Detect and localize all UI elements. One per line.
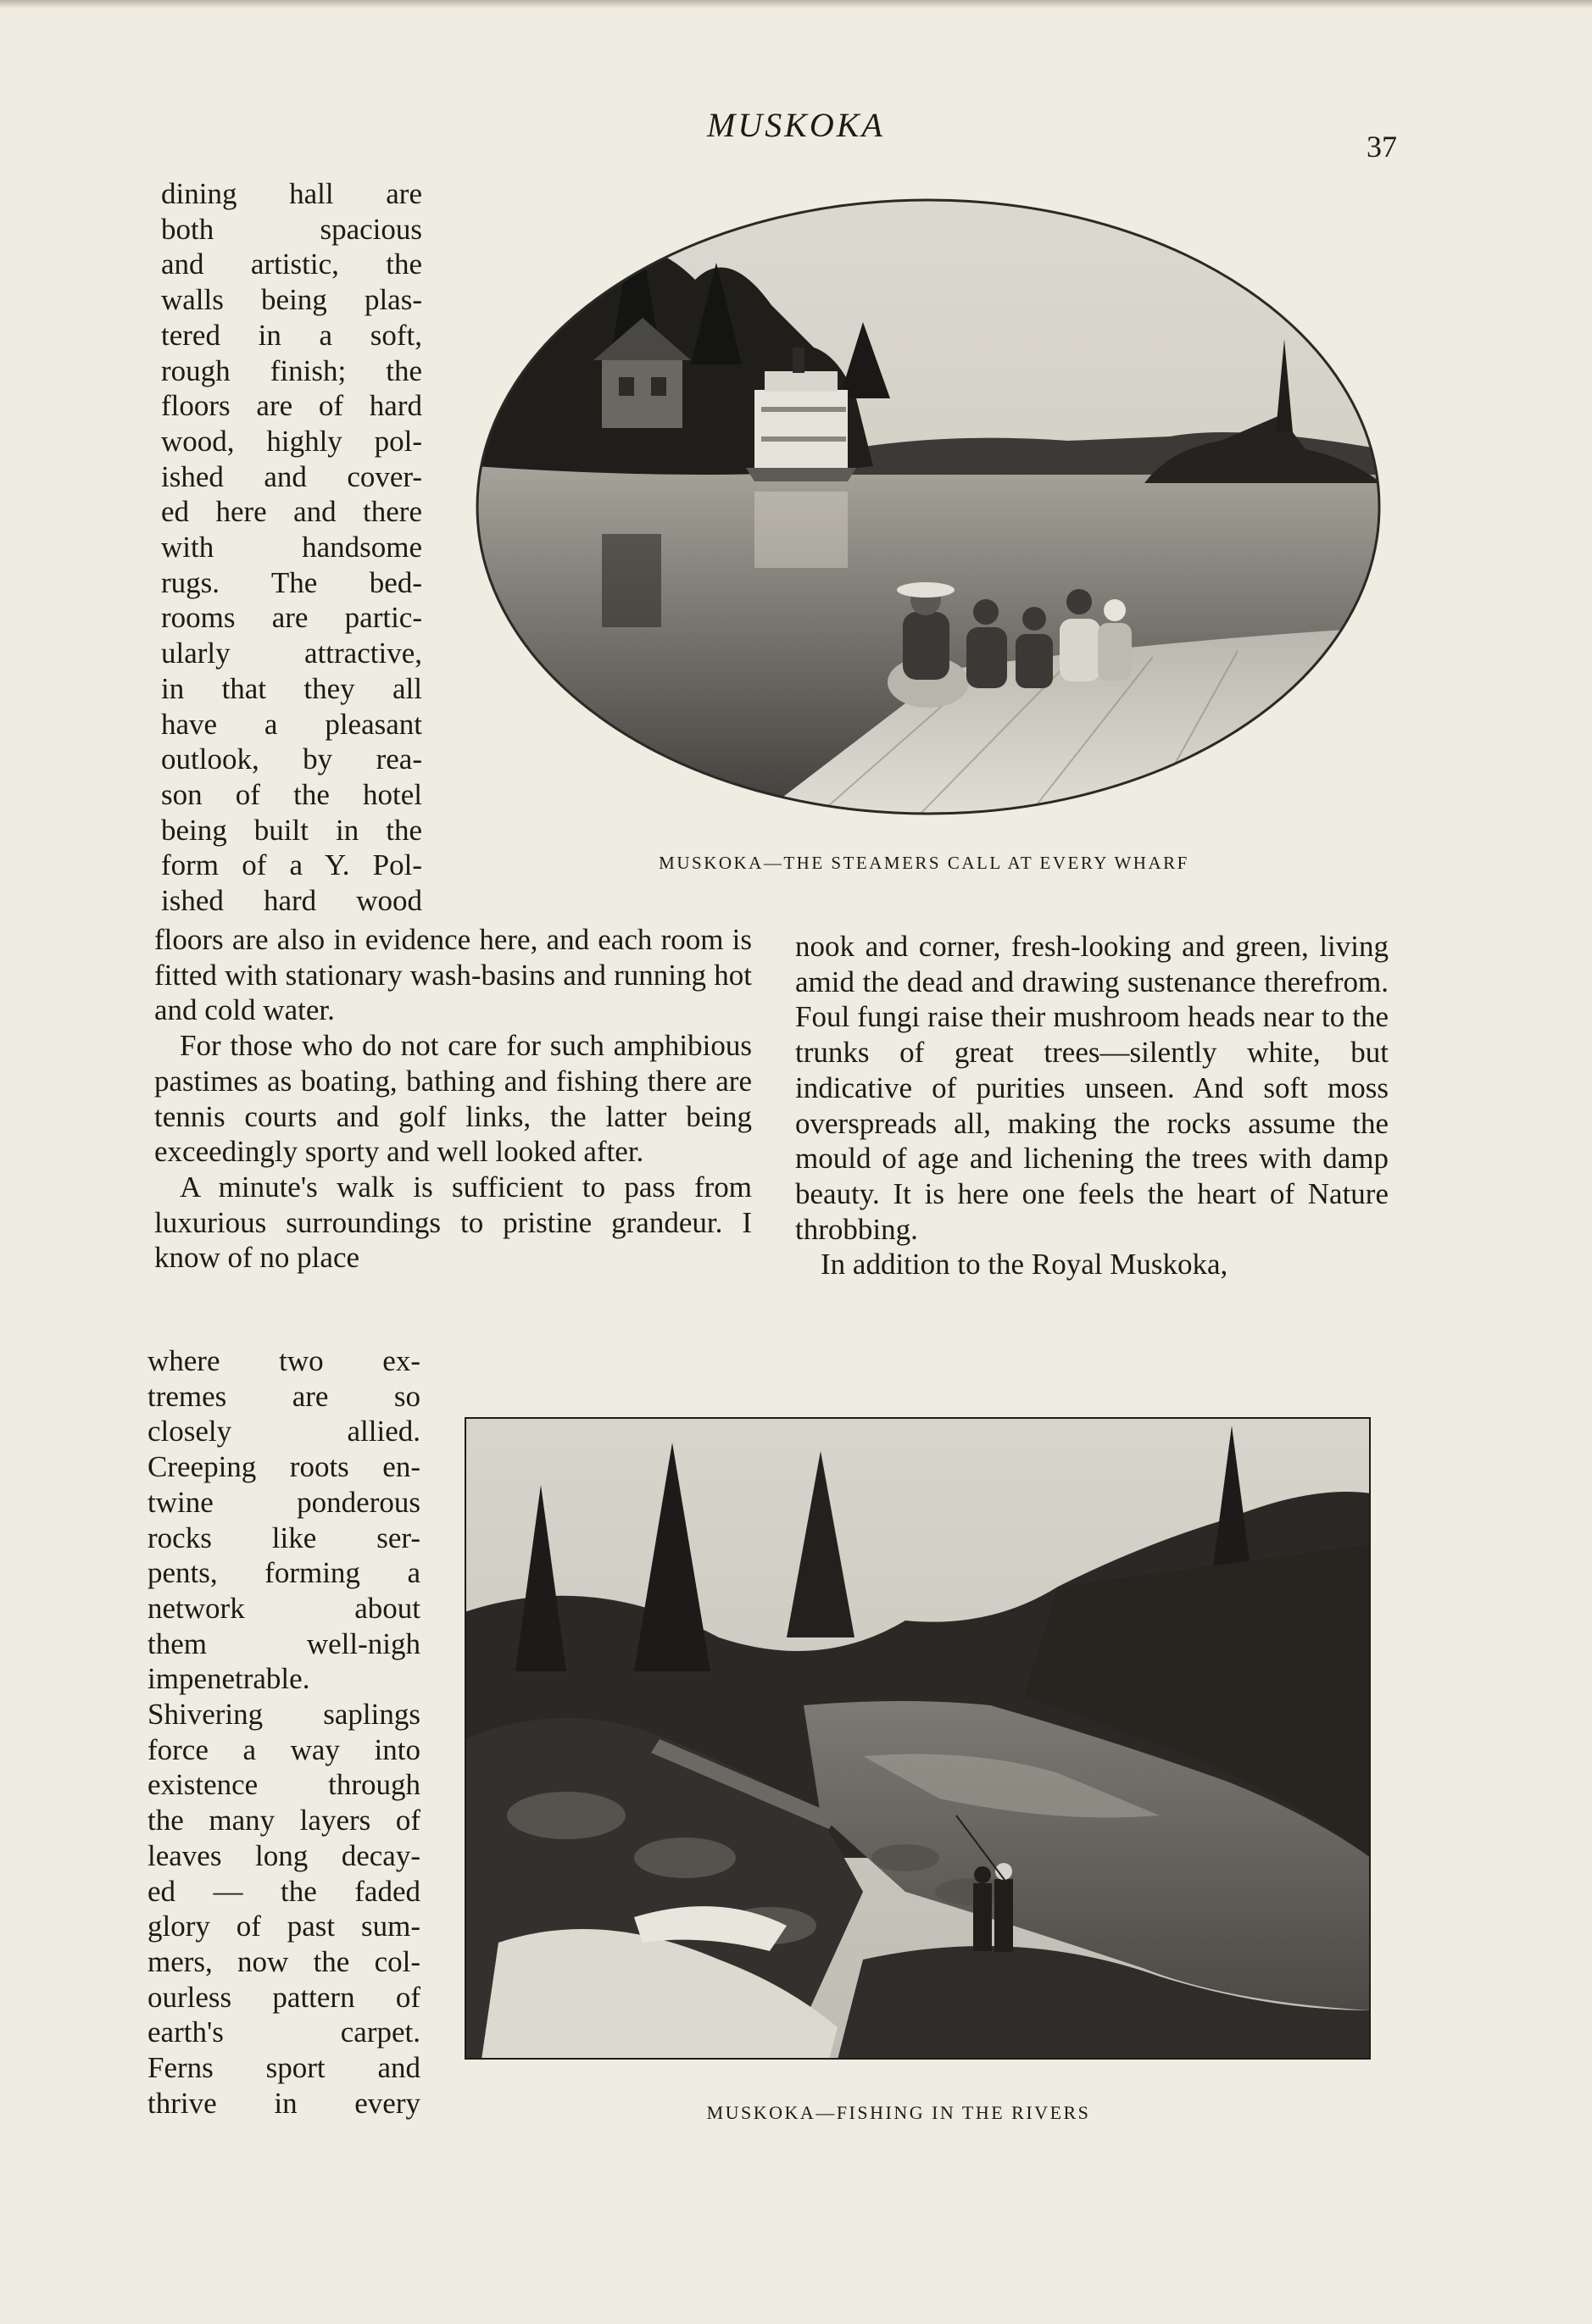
text-line: force a way into [148,1732,420,1766]
page-top-edge [0,0,1592,8]
text-line: closely allied. [148,1415,420,1448]
paragraph: In addition to the Royal Muskoka, [821,1248,1228,1282]
text-line: ished hard wood [161,884,422,918]
text-line: them well-nigh [148,1626,420,1660]
text-line: with handsome [161,531,422,564]
text-line: ed here and there [161,495,422,529]
text-line: son of the hotel [161,777,422,811]
text-line: ed — the faded [148,1874,420,1908]
page-number: 37 [1367,130,1397,164]
text-line: in that they all [161,671,422,705]
text-line: Ferns sport and [148,2051,420,2085]
text-line: the many layers of [148,1804,420,1838]
text-line: twine ponderous [148,1485,420,1519]
photo-steamers-at-wharf [475,195,1382,819]
text-line: impenetrable. [148,1662,310,1696]
column-right [795,929,1389,1282]
column-left-wide [154,922,752,1276]
text-line: rugs. The bed- [161,565,422,599]
text-line: Creeping roots en- [148,1450,420,1484]
text-line: ourless pattern of [148,1980,420,2014]
text-line: being built in the [161,813,422,847]
caption-steamers: MUSKOKA—THE STEAMERS CALL AT EVERY WHARF [659,853,1189,873]
running-head: MUSKOKA [707,106,885,144]
text-line: floors are of hard [161,389,422,423]
column-bottom-narrow [148,1343,420,2121]
text-line: both spacious [161,212,422,246]
paragraph: For those who do not care for such amphibious pastimes as boating, bathing and fishing there are tennis courts and golf links, the latter being exceedingly sporty and well looked after. [154,1029,752,1169]
text-line: wood, highly pol- [161,424,422,458]
text-line: outlook, by rea- [161,742,422,776]
text-line: ularly attractive, [161,637,422,670]
text-line: where two ex- [148,1344,420,1377]
column-top-narrow [161,176,422,919]
text-line: earth's carpet. [148,2015,420,2049]
text-line: ished and cover- [161,459,422,493]
text-line: existence through [148,1768,420,1802]
text-line: leaves long decay- [148,1838,420,1872]
text-line: pents, forming a [148,1556,420,1590]
text-line: rocks like ser- [148,1521,420,1554]
text-line: form of a Y. Pol- [161,848,422,882]
text-line: tered in a soft, [161,318,422,352]
text-line: dining hall are [161,177,422,210]
caption-fishing: MUSKOKA—FISHING IN THE RIVERS [706,2102,1091,2123]
text-line: and artistic, the [161,247,422,281]
text-line: Shivering saplings [148,1698,420,1732]
text-line: tremes are so [148,1379,420,1413]
text-line: mers, now the col- [148,1944,420,1978]
text-line: glory of past sum- [148,1910,420,1943]
paragraph: floors are also in evidence here, and each room is fitted with stationary wash-basins and running hot and cold water. [154,923,752,1027]
text-line: rooms are partic- [161,601,422,635]
text-line: walls being plas- [161,283,422,317]
text-line: thrive in every [148,2086,420,2120]
text-line: network about [148,1591,420,1625]
paragraph: nook and corner, fresh-looking and green, living amid the dead and drawing sustenance therefrom. Foul fungi raise their mushroom heads near to the trunks of great trees—silently white, but indicative of purities unseen. And soft moss overspreads all, making the rocks assume the mould of age and lichening the trees with damp beauty. It is here one feels the heart of Nature throbbing. [795,930,1389,1246]
text-line: have a pleasant [161,707,422,741]
paragraph: A minute's walk is sufficient to pass from luxurious surroundings to pristine grandeur. I know of no place [154,1170,752,1275]
photo-fishing-in-rivers [465,1417,1371,2060]
text-line: rough finish; the [161,353,422,387]
